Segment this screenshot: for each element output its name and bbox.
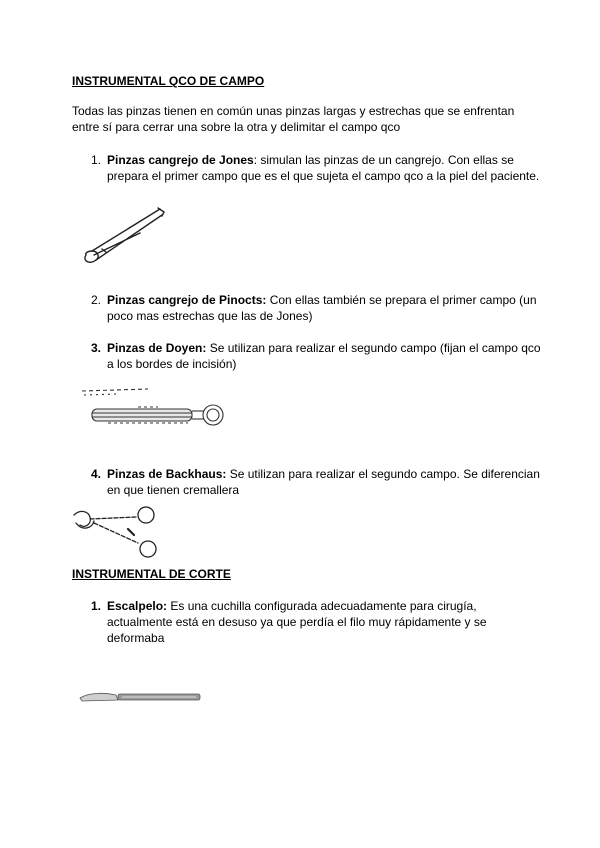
list-item-pinocts	[91, 292, 541, 324]
item-number: 2.	[91, 293, 102, 307]
list-item-escalpelo	[91, 598, 541, 646]
scalpel-image	[78, 688, 202, 706]
item-description: Con ellas también se prepara el primer campo (un poco mas estrechas que las de Jones)	[107, 293, 537, 323]
backhaus-towel-clamp-image	[72, 503, 168, 561]
section-heading-corte: INSTRUMENTAL DE CORTE	[72, 567, 231, 581]
jones-forceps-image	[80, 205, 170, 267]
item-number: 4.	[91, 467, 102, 481]
item-term: Escalpelo:	[107, 599, 168, 613]
item-description: : simulan las pinzas de un cangrejo. Con ellas se prepara el primer campo que es el que sujeta el campo qco a la piel del paciente.	[107, 153, 540, 183]
item-number: 1.	[91, 599, 102, 613]
item-term: Pinzas de Doyen:	[107, 341, 207, 355]
doyen-forceps-image	[78, 385, 234, 435]
item-number: 1.	[91, 153, 102, 167]
item-description: Es una cuchilla configurada adecuadamente para cirugía, actualmente está en desuso ya que perdía el filo muy rápidamente y se deformaba	[107, 599, 487, 645]
item-description: Se utilizan para realizar el segundo campo. Se diferencian en que tienen cremallera	[107, 467, 540, 497]
item-description: Se utilizan para realizar el segundo campo (fijan el campo qco a los bordes de incisión)	[107, 341, 541, 371]
intro-paragraph: Todas las pinzas tienen en común unas pinzas largas y estrechas que se enfrentan entre sí para cerrar una sobre la otra y delimitar el campo qco	[72, 104, 515, 134]
list-item-backhaus	[91, 466, 541, 498]
item-term: Pinzas cangrejo de Pinocts:	[107, 293, 267, 307]
item-term: Pinzas de Backhaus:	[107, 467, 227, 481]
list-item-doyen	[91, 340, 541, 372]
item-term: Pinzas cangrejo de Jones	[107, 153, 254, 167]
item-number: 3.	[91, 341, 102, 355]
list-item-jones	[91, 152, 541, 184]
section-heading-campo: INSTRUMENTAL QCO DE CAMPO	[72, 74, 265, 88]
